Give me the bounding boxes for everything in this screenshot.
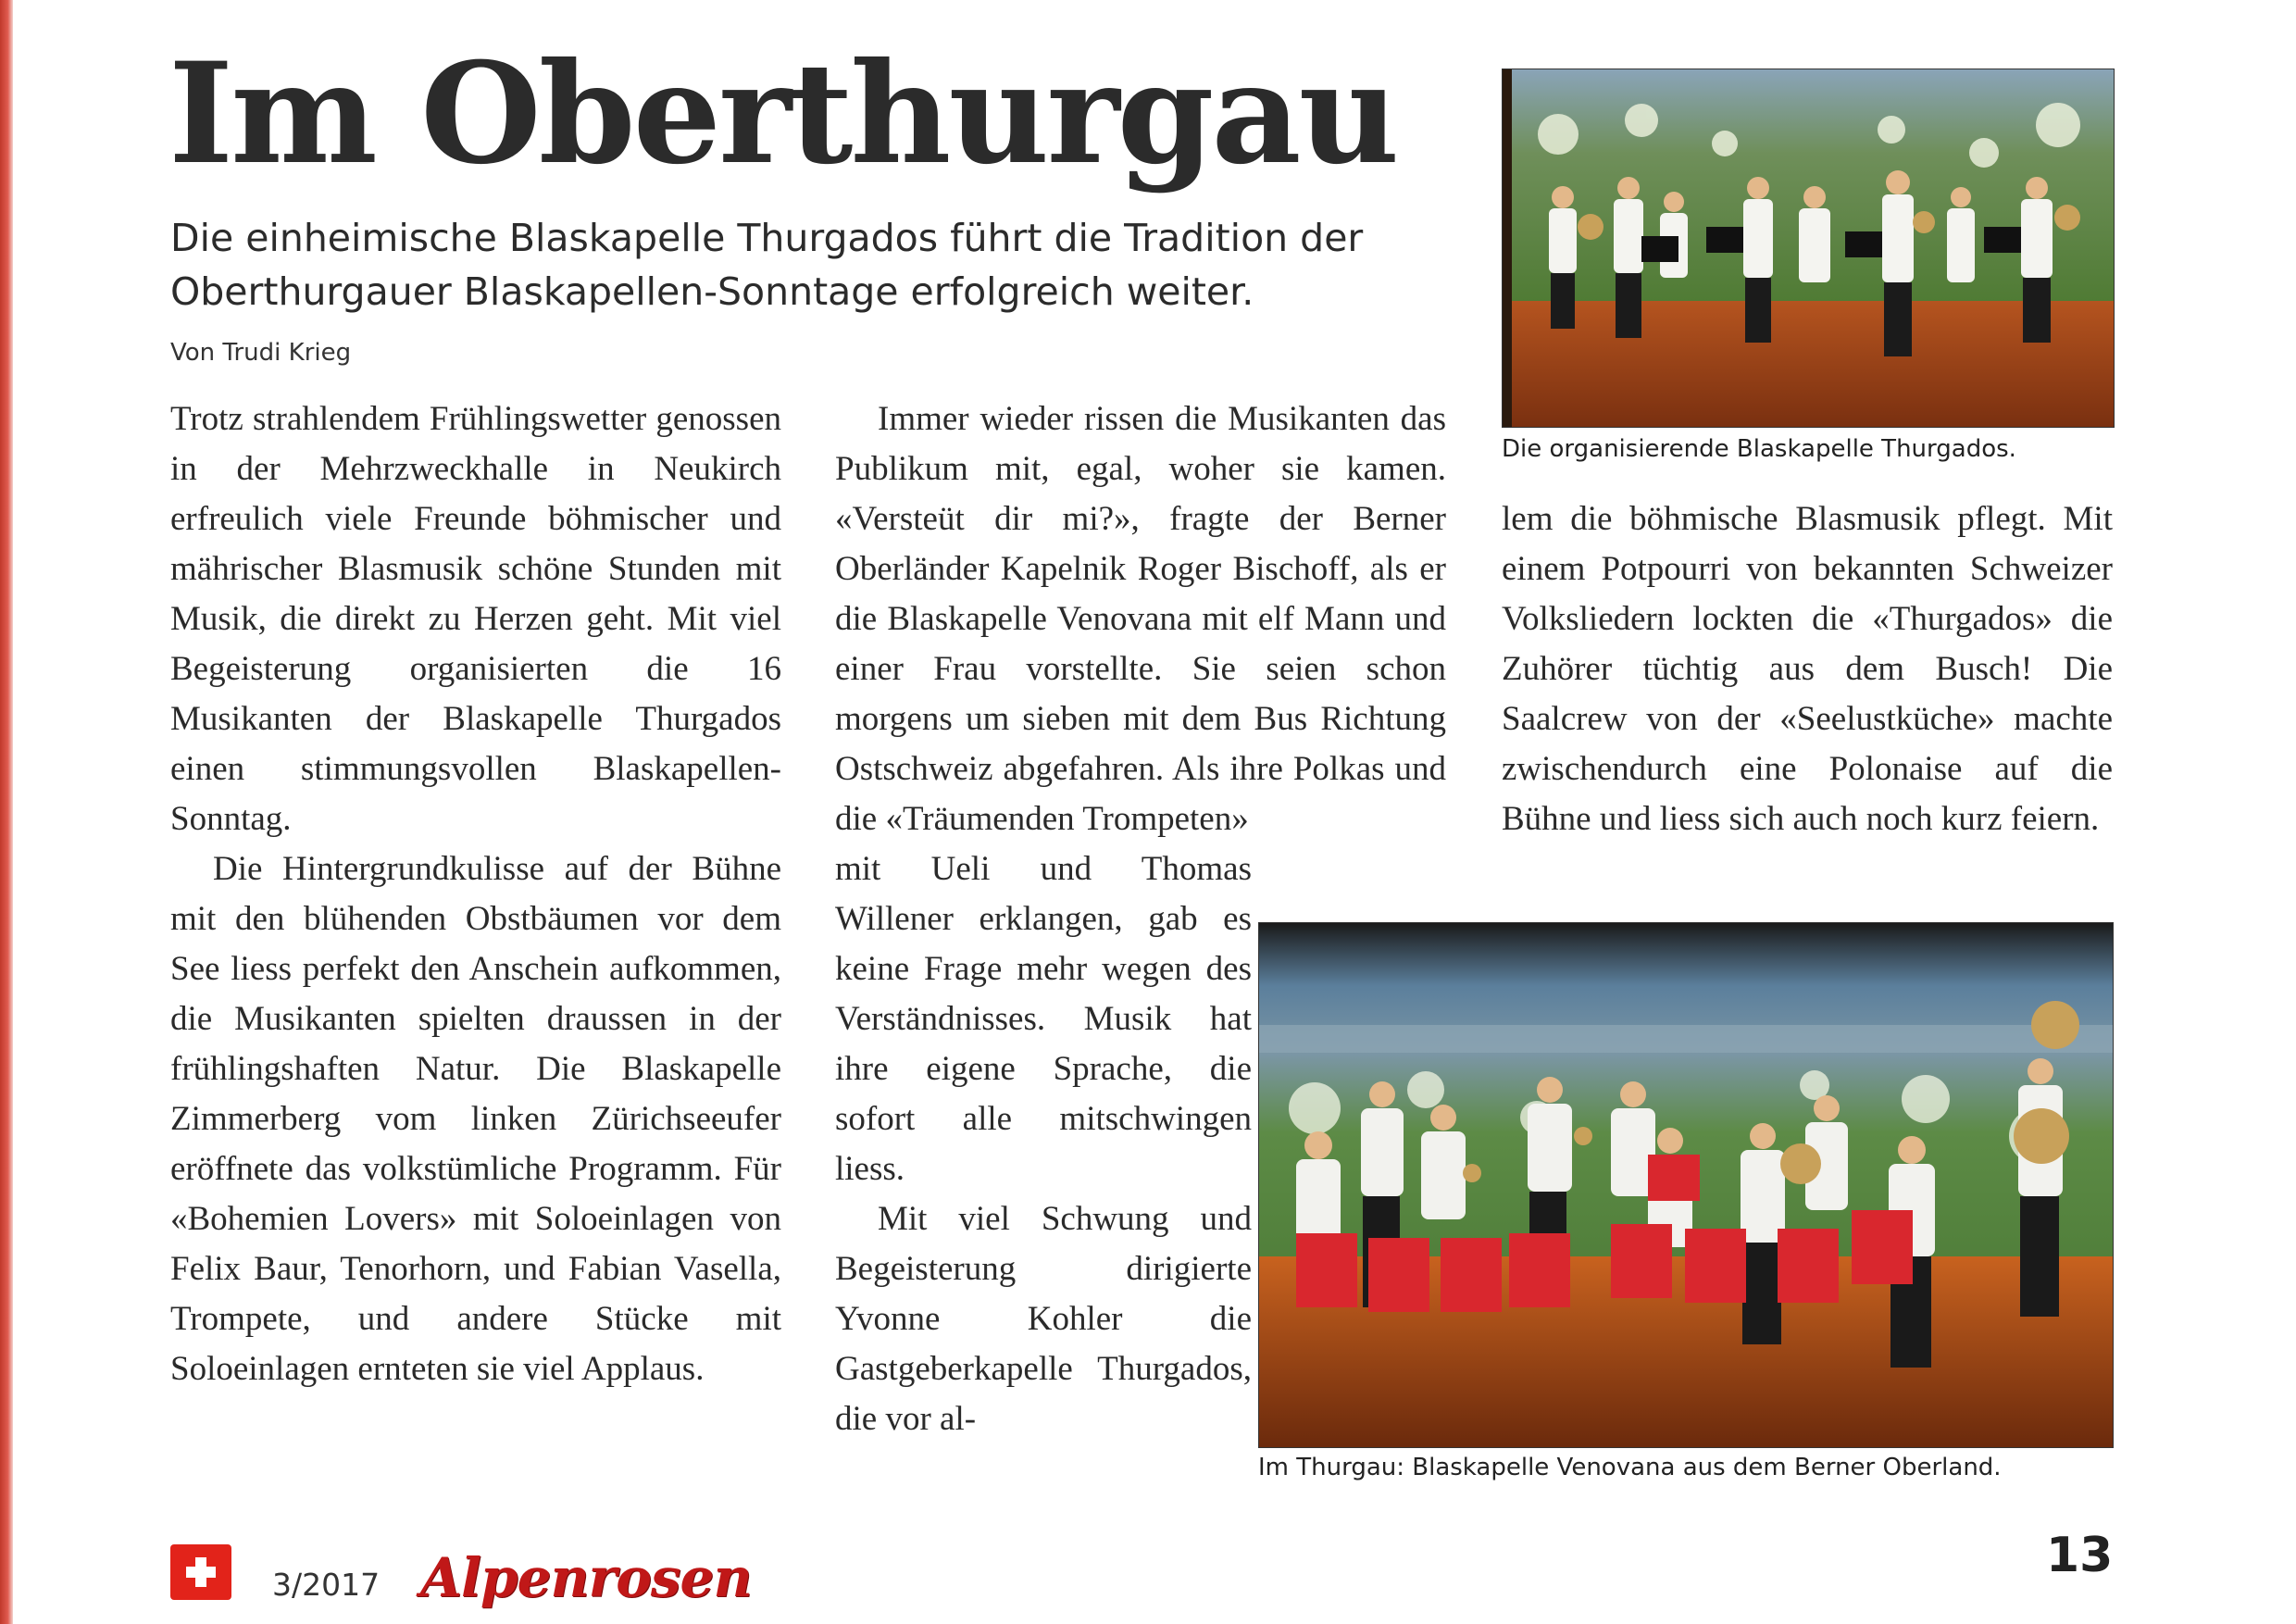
article-subheadline: Die einheimische Blaskapelle Thurgados führt die Tradition der Oberthurgauer Blaskapellen-Sonntage erfolgreich weiter. xyxy=(170,216,1364,314)
article-byline: Von Trudi Krieg xyxy=(170,339,352,367)
article-column-1 xyxy=(170,394,781,1394)
paragraph: Trotz strahlendem Frühlingswetter genossen in der Mehrzweckhalle in Neukirch erfreulich viele Freunde böhmischer und mährischer Blasmusik schöne Stunden mit Musik, die direkt zu Herzen geht. Mit viel Begeisterung organisierten die 16 Musikanten der Blaskapelle Thurgados einen stimmungsvollen Blaskapellen-Sonntag. xyxy=(170,400,781,838)
photo-thurgados-band xyxy=(1502,69,2115,428)
paragraph: lem die böhmische Blasmusik pflegt. Mit einem Potpourri von bekannten Schweizer Volksliedern lockten die «Thurgados» die Zuhörer tüchtig aus dem Busch! Die Saalcrew von der «Seelustküche» machte zwischendurch eine Polonaise auf die Bühne und liess sich auch noch kurz feiern. xyxy=(1502,500,2113,838)
page-spine-edge xyxy=(0,0,13,1624)
swiss-flag-icon xyxy=(170,1544,231,1600)
paragraph: Die Hintergrundkulisse auf der Bühne mit den blühenden Obstbäumen vor dem See liess perfekt den Anschein aufkommen, die Musikanten spielten draussen in der frühlingshaften Natur. Die Blaskapelle Zimmerberg vom linken Zürichseeufer eröffnete das volkstümliche Programm. Für «Bohemien Lovers» mit Soloeinlagen von Felix Baur, Tenorhorn, und Fabian Vasella, Trompete, und andere Stücke mit Soloeinlagen ernteten sie viel Applaus. xyxy=(170,850,781,1388)
article-column-3 xyxy=(1502,494,2113,844)
photo-caption: Die organisierende Blaskapelle Thurgados. xyxy=(1502,435,2016,463)
paragraph: Immer wieder rissen die Musikanten das Publikum mit, egal, woher sie kamen. «Versteüt dir mi?», fragte der Berner Oberländer Kapelnik Roger Bischoff, als er die Blaskapelle Venovana mit elf Mann und einer Frau vorstellte. Sie seien schon morgens um sieben mit dem Bus Richtung Ostschweiz abgefahren. Als ihre Polkas und die «Träumenden Trompeten» xyxy=(835,400,1446,838)
page-number: 13 xyxy=(2046,1528,2114,1583)
band-photo-illustration xyxy=(1259,923,2113,1447)
magazine-logo: Alpenrosen xyxy=(420,1546,752,1609)
paragraph-continued: mit Ueli und Thomas Willener erklangen, gab es keine Frage mehr wegen des Verständnisses. Musik hat ihre eigene Sprache, die sofort alle mitschwingen liess. xyxy=(835,850,1252,1188)
band-photo-illustration xyxy=(1503,69,2114,427)
paragraph: Mit viel Schwung und Begeisterung dirigierte Yvonne Kohler die Gastgeberkapelle Thurgados, die vor al- xyxy=(835,1200,1252,1438)
photo-venovana-band xyxy=(1258,922,2114,1448)
issue-number: 3/2017 xyxy=(272,1567,381,1603)
photo-caption: Im Thurgau: Blaskapelle Venovana aus dem Berner Oberland. xyxy=(1258,1454,2002,1481)
article-headline: Im Oberthurgau xyxy=(168,32,1397,195)
